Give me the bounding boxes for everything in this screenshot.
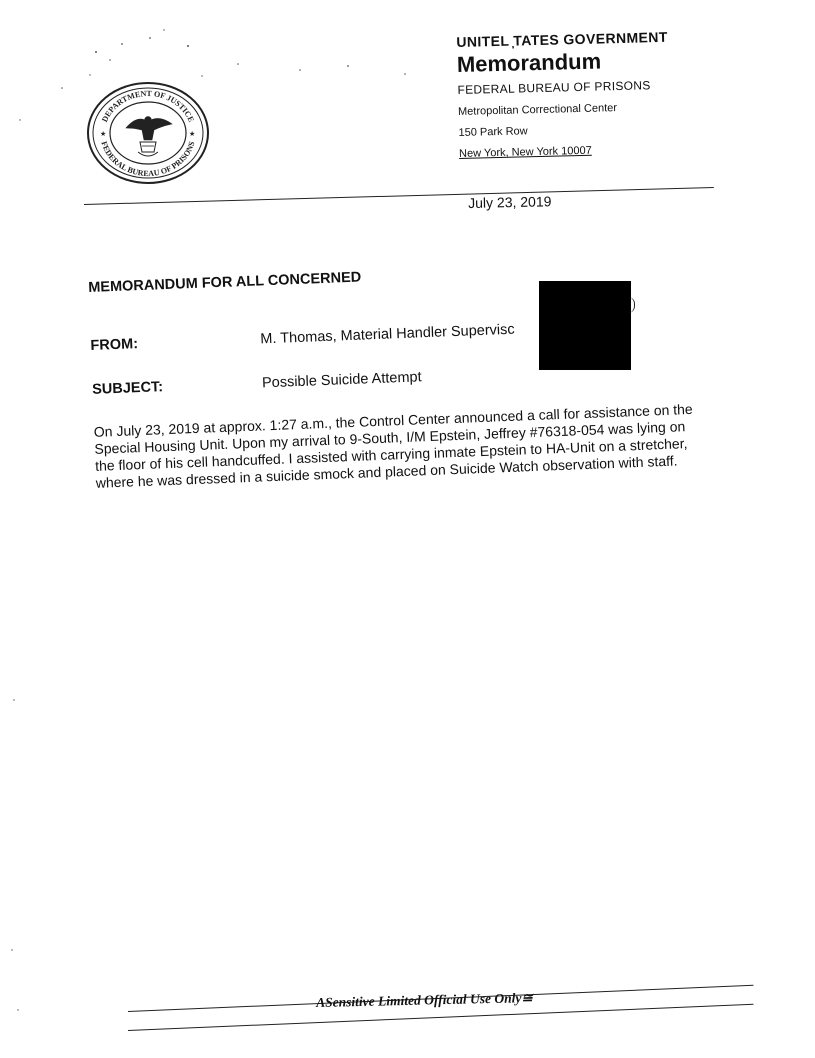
letterhead: [456, 21, 759, 160]
addressee-line: MEMORANDUM FOR ALL CONCERNED: [88, 269, 362, 296]
from-label: FROM:: [90, 336, 139, 354]
street-address: 150 Park Row: [458, 125, 528, 139]
memo-paragraph: On July 23, 2019 at approx. 1:27 a.m., the Control Center announced a call for assistance on the Special Housing Unit. Upon my arrival to 9-South, I/M Epstein, Jeffrey #76318-054 was lying on the floor of his cell handcuffed. I assisted with carrying inmate Epstein to HA-Unit on a stretcher, where he was dressed in a suicide smock and placed on Suicide Watch observation with staff.: [93, 400, 693, 491]
memorandum-title: Memorandum: [456, 48, 602, 77]
bop-seal-logo: [82, 78, 214, 188]
svg-text:★: ★: [189, 131, 196, 138]
svg-text:★: ★: [100, 131, 107, 138]
from-value: M. Thomas, Material Handler Supervisc: [260, 321, 515, 348]
subject-value: Possible Suicide Attempt: [261, 369, 422, 392]
from-row: [90, 313, 730, 354]
svg-text:FEDERAL BUREAU OF PRISONS: FEDERAL BUREAU OF PRISONS: [99, 140, 197, 179]
subject-row: [92, 357, 732, 398]
header-rule: [84, 187, 714, 205]
city-address: New York, New York 10007: [458, 144, 592, 160]
svg-text:DEPARTMENT OF JUSTICE: DEPARTMENT OF JUSTICE: [100, 88, 196, 124]
memo-date: July 23, 2019: [468, 193, 552, 211]
memo-body: [88, 255, 736, 491]
bureau-name: FEDERAL BUREAU OF PRISONS: [457, 78, 651, 97]
facility-name: Metropolitan Correctional Center: [457, 102, 618, 118]
redaction-box: [539, 281, 631, 370]
subject-label: SUBJECT:: [91, 379, 164, 398]
government-heading: UNITEL ̦TATES GOVERNMENT: [456, 28, 668, 50]
footer-label: ASensitive Limited Official Use Only≅: [316, 990, 533, 1010]
